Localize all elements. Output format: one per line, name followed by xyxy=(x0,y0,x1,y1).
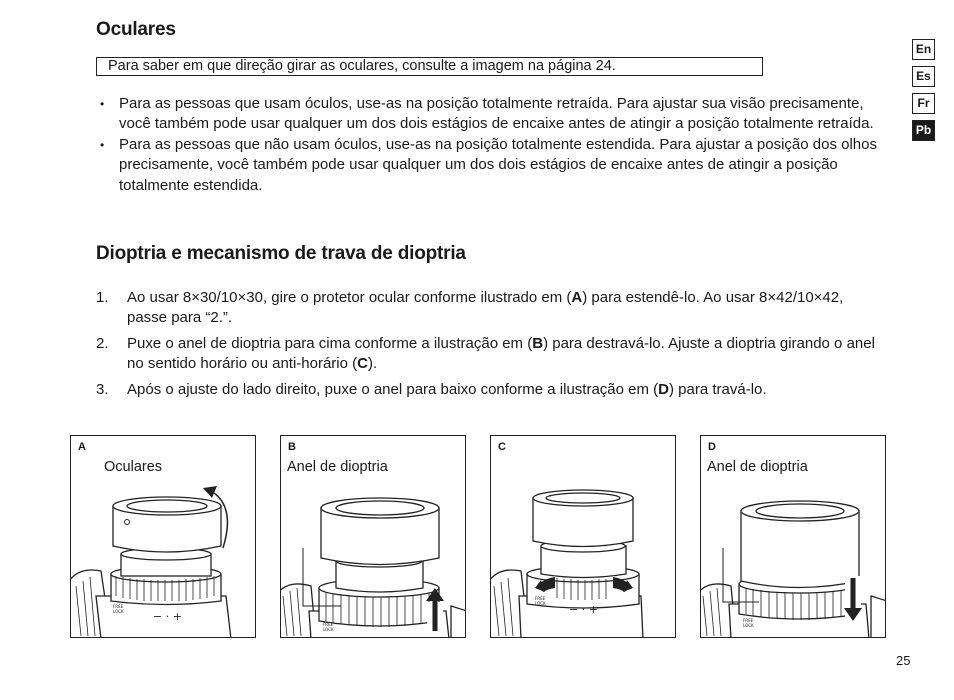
figure-label: Anel de dioptria xyxy=(287,459,388,475)
tab-es[interactable]: Es xyxy=(912,66,935,87)
step-text: Ao usar 8×30/10×30, gire o protetor ocular conforme ilustrado em ( xyxy=(127,289,572,306)
step-item xyxy=(96,288,886,329)
step-text: ) para destravá-lo. Ajuste a dioptria girando o anel no sentido horário ou anti-horário ( xyxy=(127,334,875,373)
tab-pb[interactable]: Pb xyxy=(912,120,935,141)
figure-letter: A xyxy=(78,441,86,453)
figure-c xyxy=(490,435,676,638)
bullet-item: • Para as pessoas que não usam óculos, use-as na posição totalmente estendida. Para ajustar a posição dos olhos precisamente, você também pode usar qualquer um dos dois estágios de encaixe antes de atingir a posição totalmente estendida. xyxy=(98,135,878,196)
figure-ref: A xyxy=(571,289,583,306)
figure-letter: B xyxy=(288,441,296,453)
figure-ref: B xyxy=(532,334,544,352)
steps-list xyxy=(96,288,886,405)
ring-text: FREE xyxy=(113,604,124,609)
bullet-list xyxy=(98,94,878,196)
step-text: ) para travá-lo. xyxy=(669,380,767,398)
step-text: ) para estendê-lo. Ao usar 8×42/10×42, passe para “2.”. xyxy=(127,289,844,327)
figure-letter: C xyxy=(498,441,506,453)
step-number: 1. xyxy=(96,289,109,306)
language-tabs xyxy=(912,39,935,147)
ring-text: LOCK xyxy=(535,601,546,606)
figure-letter: D xyxy=(708,441,716,453)
step-text: ). xyxy=(367,355,378,373)
ring-text: LOCK xyxy=(323,627,334,632)
figure-label: Oculares xyxy=(104,459,163,475)
note-box: Para saber em que direção girar as oculares, consulte a imagem na página 24. xyxy=(96,57,763,76)
diopter-rotate-illustration xyxy=(491,436,676,638)
step-text: Após o ajuste do lado direito, puxe o anel para baixo conforme a ilustração em ( xyxy=(127,380,659,398)
step-number: 3. xyxy=(96,380,109,398)
ring-text: FREE xyxy=(743,618,754,623)
step-number: 2. xyxy=(96,334,109,352)
eyepiece-illustration xyxy=(71,436,256,638)
figure-d xyxy=(700,435,886,638)
section-heading-oculares: Oculares xyxy=(96,19,176,40)
tab-en[interactable]: En xyxy=(912,39,935,60)
ring-text: LOCK xyxy=(113,609,124,614)
step-item xyxy=(96,334,886,375)
figure-ref: C xyxy=(357,355,368,373)
bullet-item: • Para as pessoas que usam óculos, use-as na posição totalmente retraída. Para ajustar sua visão precisamente, você também pode usar qualquer um dos dois estágios de encaixe antes de atingir a posição totalmente retraída. xyxy=(98,94,878,135)
ring-text: LOCK xyxy=(743,623,754,628)
figure-a xyxy=(70,435,256,638)
page-number: 25 xyxy=(896,653,911,668)
tab-fr[interactable]: Fr xyxy=(912,93,935,114)
figure-label: Anel de dioptria xyxy=(707,459,808,475)
figure-b xyxy=(280,435,466,638)
ring-marks: − · + xyxy=(153,610,182,623)
step-text: Puxe o anel de dioptria para cima conforme a ilustração em ( xyxy=(127,334,533,352)
ring-text: FREE xyxy=(535,596,546,601)
section-heading-dioptria: Dioptria e mecanismo de trava de dioptria xyxy=(96,243,466,264)
ring-text: FREE xyxy=(323,622,334,627)
ring-marks: − · + xyxy=(569,603,598,616)
step-item xyxy=(96,380,886,400)
figure-ref: D xyxy=(658,380,669,398)
